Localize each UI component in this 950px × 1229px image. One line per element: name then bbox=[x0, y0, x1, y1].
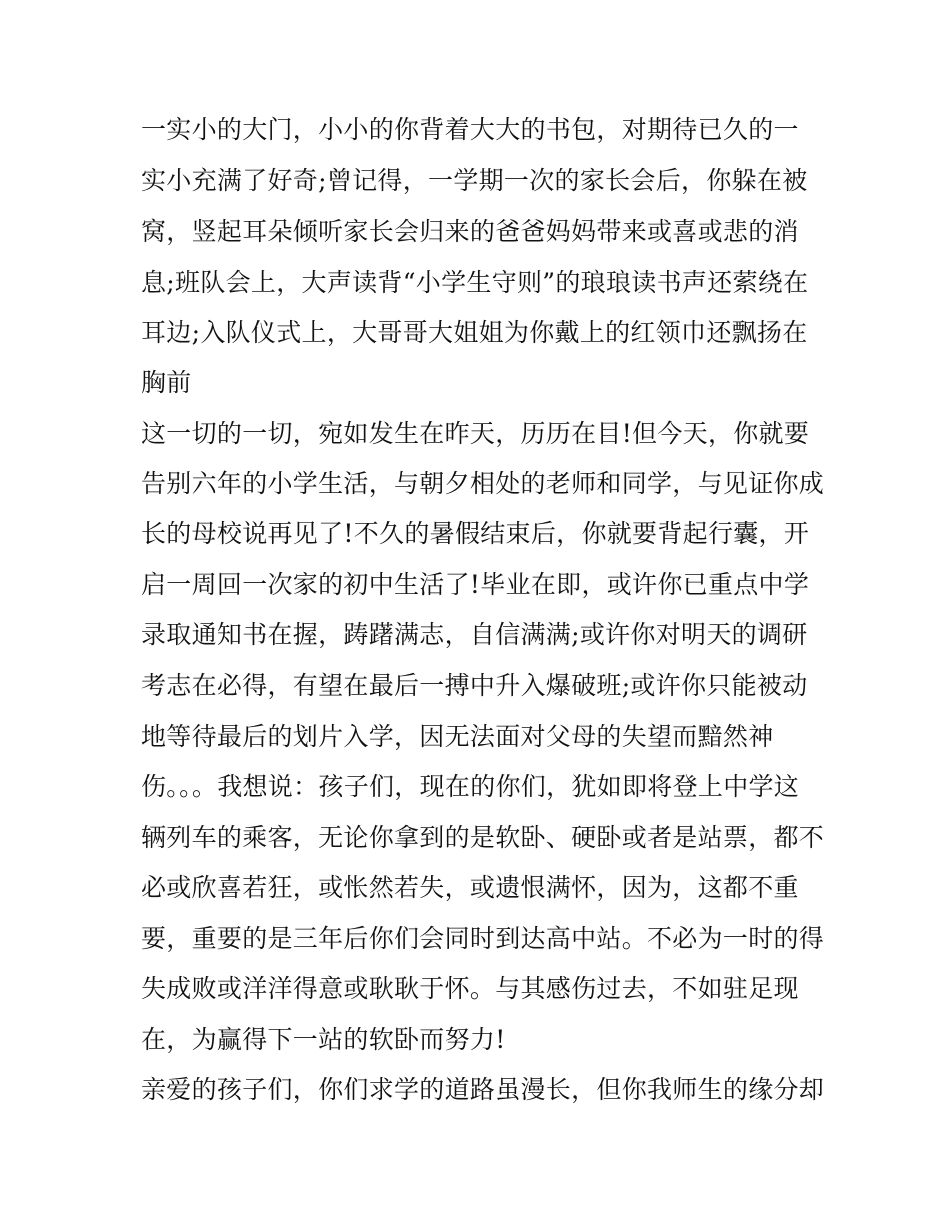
text-line-15: 辆列车的乘客，无论你拿到的是软卧、硬卧或者是站票，都不 bbox=[141, 823, 825, 852]
text-line-7: 这一切的一切，宛如发生在昨天，历历在目!但今天，你就要 bbox=[141, 419, 810, 448]
text-line-17: 要，重要的是三年后你们会同时到达高中站。不必为一时的得 bbox=[141, 924, 825, 953]
text-line-13: 地等待最后的划片入学，因无法面对父母的失望而黯然神 bbox=[141, 722, 774, 751]
text-line-3: 窝，竖起耳朵倾听家长会归来的爸爸妈妈带来或喜或悲的消 bbox=[141, 217, 799, 246]
text-line-14: 伤。。。我想说：孩子们，现在的你们，犹如即将登上中学这 bbox=[141, 772, 800, 801]
text-line-4: 息;班队会上，大声读背“小学生守则”的琅琅读书声还萦绕在 bbox=[141, 268, 809, 297]
text-line-1: 一实小的大门，小小的你背着大大的书包，对期待已久的一 bbox=[141, 115, 799, 144]
text-line-19: 在，为赢得下一站的软卧而努力! bbox=[141, 1025, 506, 1054]
text-line-12: 考志在必得，有望在最后一搏中升入爆破班;或许你只能被动 bbox=[141, 671, 808, 700]
text-line-18: 失成败或洋洋得意或耿耿于怀。与其感伤过去，不如驻足现 bbox=[141, 974, 799, 1003]
text-line-10: 启一周回一次家的初中生活了!毕业在即，或许你已重点中学 bbox=[141, 570, 810, 599]
text-line-9: 长的母校说再见了!不久的暑假结束后，你就要背起行囊，开 bbox=[141, 519, 810, 548]
text-line-6: 胸前 bbox=[141, 368, 192, 397]
text-line-11: 录取通知书在握，踌躇满志，自信满满;或许你对明天的调研 bbox=[141, 620, 808, 649]
text-line-20: 亲爱的孩子们，你们求学的道路虽漫长，但你我师生的缘分却 bbox=[141, 1075, 825, 1104]
text-line-5: 耳边;入队仪式上，大哥哥大姐姐为你戴上的红领巾还飘扬在 bbox=[141, 318, 808, 347]
text-line-16: 必或欣喜若狂，或怅然若失，或遗恨满怀，因为，这都不重 bbox=[141, 873, 799, 902]
text-line-2: 实小充满了好奇;曾记得，一学期一次的家长会后，你躲在被 bbox=[141, 166, 808, 195]
text-line-8: 告别六年的小学生活，与朝夕相处的老师和同学，与见证你成 bbox=[141, 469, 825, 498]
